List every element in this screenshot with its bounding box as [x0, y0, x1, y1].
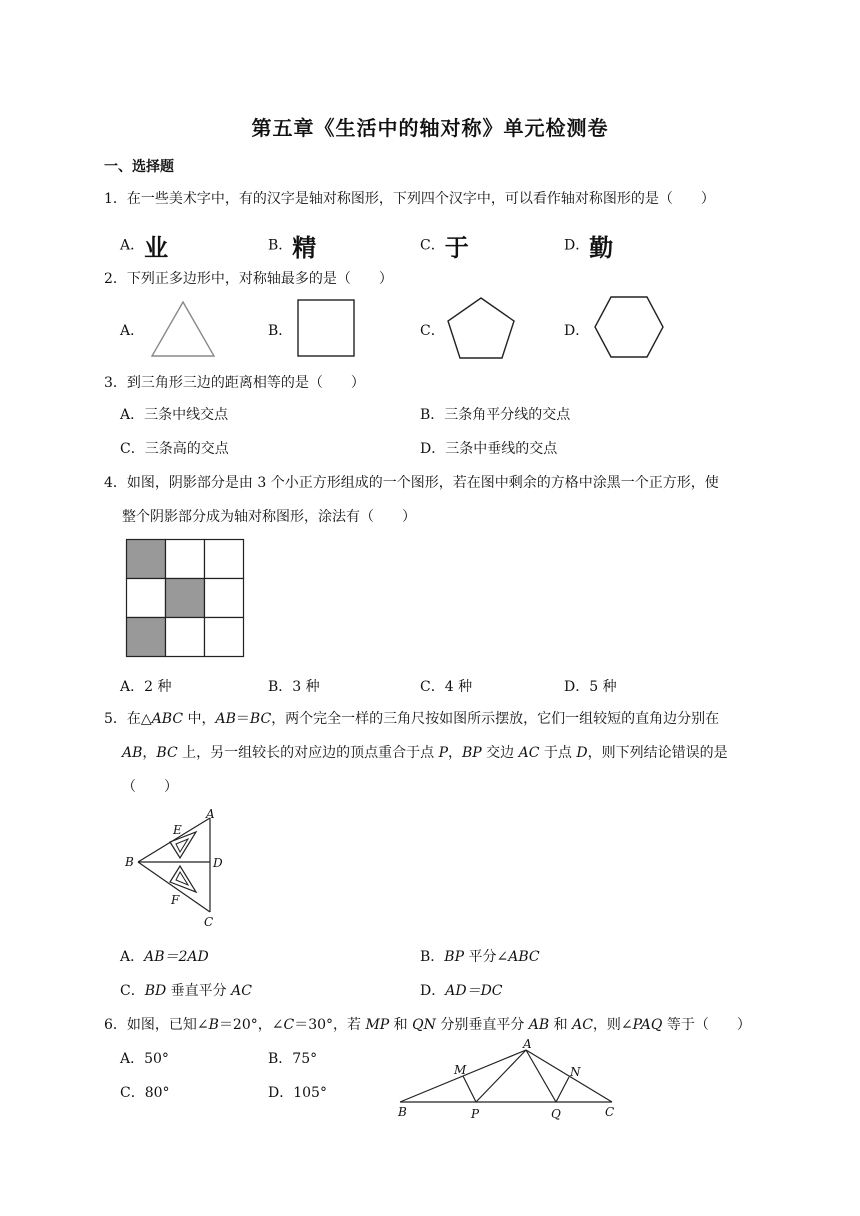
perpendicular-bisector-figure	[392, 1038, 628, 1122]
q5-option-b[interactable]: B．BP 平分∠ABC	[420, 949, 540, 965]
q6-option-c[interactable]: C．80°	[120, 1085, 170, 1101]
hexagon-icon	[593, 296, 665, 358]
pentagon-icon	[446, 296, 516, 360]
question-4-stem-line2: 整个阴影部分成为轴对称图形，涂法有（ ）	[122, 509, 416, 525]
triangle-icon	[150, 300, 216, 358]
grid-cell	[166, 618, 205, 657]
question-5-stem-line3: （ ）	[122, 779, 178, 795]
q4-option-c[interactable]: C．4 种	[420, 679, 473, 695]
question-5-stem-line2: AB，BC 上，另一组较长的对应边的顶点重合于点 P，BP 交边 AC 于点 D，则下列结论错误的是	[122, 745, 728, 761]
q4-option-b[interactable]: B．3 种	[268, 679, 320, 695]
label-b: B	[125, 855, 134, 869]
label-c: C	[204, 915, 214, 929]
q4-option-a[interactable]: A．2 种	[120, 679, 172, 695]
grid-cell-shaded	[127, 618, 166, 657]
label-d: D	[213, 856, 223, 870]
char-qin: 勤	[589, 234, 614, 262]
q4-option-d[interactable]: D．5 种	[564, 679, 617, 695]
char-ye: 业	[144, 234, 169, 262]
q6-option-b[interactable]: B．75°	[268, 1051, 318, 1067]
label-e: E	[173, 823, 182, 837]
q3-option-a[interactable]: A．三条中线交点	[120, 407, 229, 423]
q1-option-d[interactable]	[564, 228, 613, 263]
grid-cell	[205, 618, 244, 657]
square-icon	[297, 299, 355, 357]
q2-option-a-label[interactable]: A．	[120, 323, 145, 339]
question-2-stem: 2．下列正多边形中，对称轴最多的是（ ）	[104, 271, 393, 287]
question-6-stem: 6．如图，已知∠B＝20°，∠C＝30°，若 MP 和 QN 分别垂直平分 AB 和 AC，则∠PAQ 等于（ ）	[104, 1017, 751, 1033]
grid-cell	[205, 540, 244, 579]
label-f: F	[171, 893, 180, 907]
label-n: N	[570, 1065, 581, 1079]
q6-option-a[interactable]: A．50°	[120, 1051, 169, 1067]
char-yu: 于	[444, 234, 469, 262]
label-m: M	[454, 1063, 467, 1077]
option-label: B．	[268, 237, 293, 254]
q3-option-c[interactable]: C．三条高的交点	[120, 441, 229, 457]
label-c: C	[605, 1105, 615, 1119]
label-q: Q	[551, 1107, 561, 1121]
label-p: P	[471, 1107, 480, 1121]
q3-option-d[interactable]: D．三条中垂线的交点	[420, 441, 558, 457]
q1-option-c[interactable]	[420, 228, 469, 263]
q1-option-b[interactable]	[268, 228, 316, 263]
question-3-stem: 3．到三角形三边的距离相等的是（ ）	[104, 375, 365, 391]
triangle-rulers-figure	[118, 806, 234, 930]
q5-option-d[interactable]: D．AD＝DC	[420, 983, 503, 999]
option-label: C．	[420, 237, 445, 254]
label-a: A	[206, 807, 215, 821]
option-label: D．	[564, 237, 590, 254]
q2-option-b-label[interactable]: B．	[268, 323, 293, 339]
char-jing: 精	[292, 234, 317, 262]
option-label: A．	[120, 237, 145, 254]
q2-option-d-label[interactable]: D．	[564, 323, 590, 339]
grid-cell	[127, 579, 166, 618]
q3-option-b[interactable]: B．三条角平分线的交点	[420, 407, 571, 423]
q2-option-c-label[interactable]: C．	[420, 323, 445, 339]
grid-cell-shaded	[166, 579, 205, 618]
section-heading: 一、选择题	[104, 159, 174, 175]
q5-option-c[interactable]: C．BD 垂直平分 AC	[120, 983, 252, 999]
grid-cell-shaded	[127, 540, 166, 579]
label-b: B	[398, 1105, 407, 1119]
question-5-stem-line1: 5．在△ABC 中，AB＝BC，两个完全一样的三角尺按如图所示摆放，它们一组较短的直角边分别在	[104, 711, 720, 727]
question-1-stem: 1．在一些美术字中，有的汉字是轴对称图形，下列四个汉字中，可以看作轴对称图形的是（ ）	[104, 191, 715, 207]
grid-cell	[166, 540, 205, 579]
q1-option-a[interactable]	[120, 228, 168, 263]
page-title: 第五章《生活中的轴对称》单元检测卷	[251, 116, 609, 140]
q5-option-a[interactable]: A．AB＝2AD	[120, 949, 209, 965]
question-4-stem-line1: 4．如图，阴影部分是由 3 个小正方形组成的一个图形，若在图中剩余的方格中涂黑一个正方形，使	[104, 475, 719, 491]
label-a: A	[523, 1037, 532, 1051]
grid-figure	[126, 539, 245, 658]
grid-cell	[205, 579, 244, 618]
q6-option-d[interactable]: D．105°	[268, 1085, 327, 1101]
